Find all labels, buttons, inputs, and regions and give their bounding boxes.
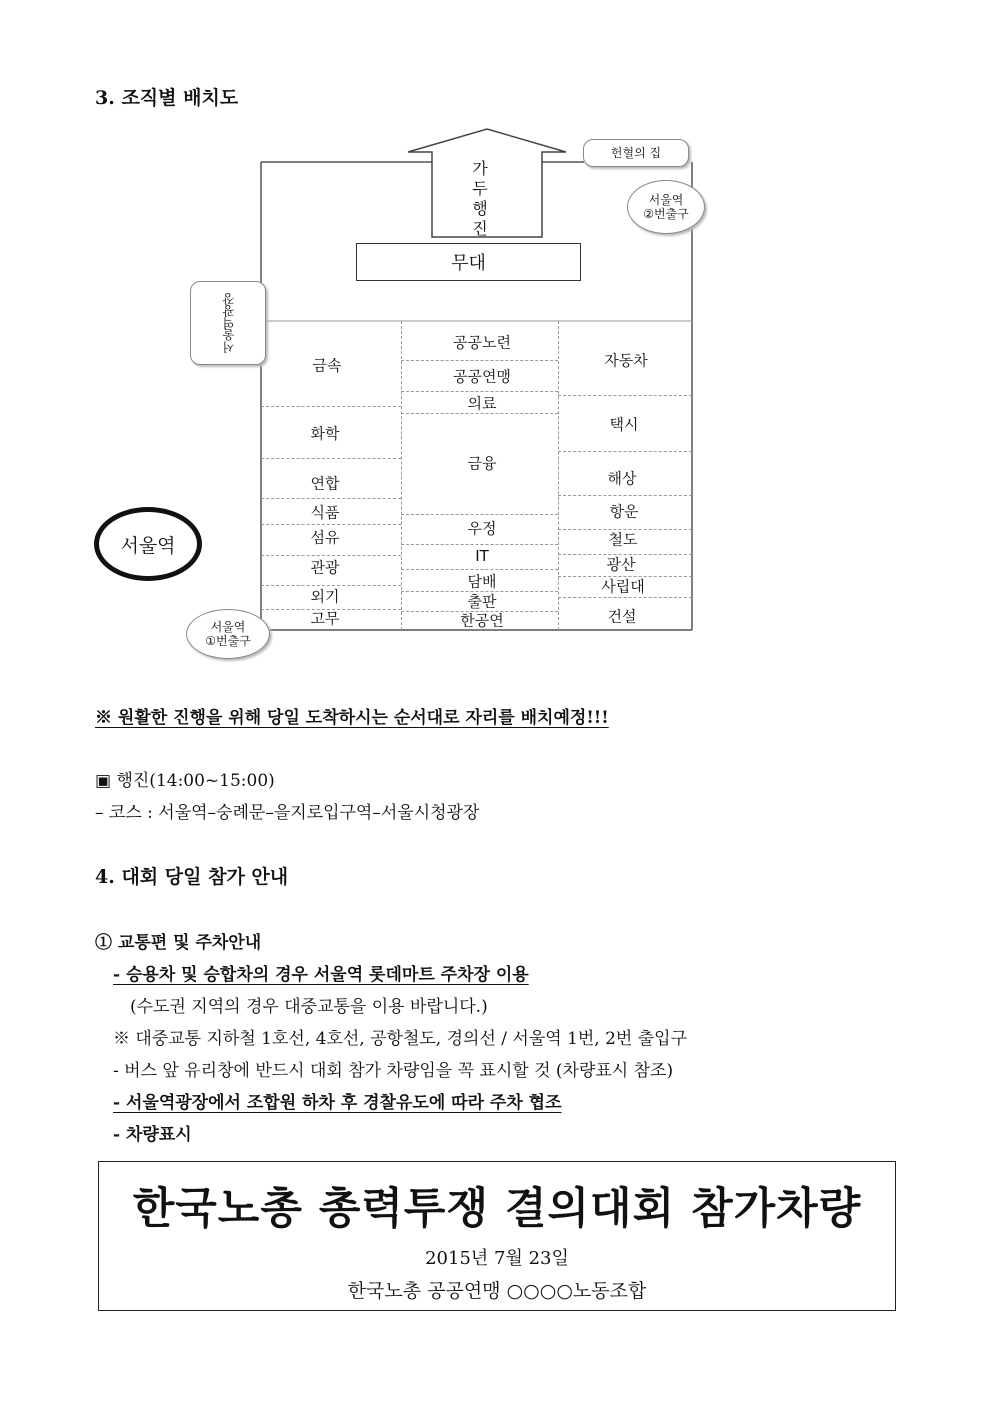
zone-construction: 건설 [607, 607, 637, 626]
zone-chemical: 화학 [310, 424, 340, 443]
stage-label: 무대 [451, 253, 486, 274]
vehicle-sign [98, 1161, 896, 1311]
zone-finance: 금융 [467, 454, 497, 473]
exit-2-tag [627, 180, 705, 234]
zone-private-univ: 사립대 [601, 577, 645, 596]
section-3-title: 3. 조직별 배치도 [95, 87, 239, 109]
plaza-tag [190, 281, 266, 365]
zone-mining: 광산 [606, 555, 636, 574]
row-line [401, 544, 558, 545]
zone-port: 항운 [609, 502, 639, 521]
seating-diagram [90, 125, 720, 665]
exit-1-tag [186, 609, 270, 659]
transport-line-2: (수도권 지역의 경우 대중교통을 이용 바랍니다.) [130, 997, 488, 1017]
zone-union: 연합 [310, 474, 340, 493]
vehicle-sign-date: 2015년 7월 23일 [425, 1248, 569, 1269]
zone-foreign: 외기 [310, 587, 340, 606]
row-line [261, 406, 401, 407]
zone-maritime: 해상 [607, 469, 637, 488]
zone-rubber: 고무 [310, 609, 340, 628]
row-line [558, 597, 692, 598]
blood-donation-label: 헌혈의 집 [610, 146, 662, 160]
zone-tobacco: 담배 [467, 572, 497, 591]
col-divider-1 [401, 321, 402, 630]
row-line [401, 514, 558, 515]
row-line [558, 495, 692, 496]
zone-public-federation: 공공노련 [453, 333, 511, 352]
section-4-title: 4. 대회 당일 참가 안내 [95, 866, 289, 888]
blood-donation-tag [583, 139, 689, 167]
stage-box [356, 243, 581, 281]
seoul-station-label: 서울역 [120, 534, 176, 557]
zone-it: IT [475, 547, 489, 565]
transport-line-1: - 승용차 및 승합차의 경우 서울역 롯데마트 주차장 이용 [113, 965, 529, 985]
zone-postal: 우정 [467, 519, 497, 538]
row-line [401, 360, 558, 361]
zone-taxi: 택시 [609, 415, 639, 434]
zone-automobile: 자동차 [604, 351, 648, 370]
march-arrow-label: 가 두 행 진 [472, 159, 488, 238]
transport-line-5: - 서울역광장에서 조합원 하차 후 경찰유도에 따라 주차 협조 [113, 1093, 562, 1113]
row-line [261, 524, 401, 525]
zone-food: 식품 [310, 503, 340, 522]
zone-publishing: 출판 [467, 592, 497, 611]
zone-railway: 철도 [608, 530, 638, 549]
march-course: – 코스 : 서울역–숭례문–을지로입구역–서울시청광장 [95, 803, 480, 823]
row-line [261, 458, 401, 459]
seating-notice: ※ 원활한 진행을 위해 당일 도착하시는 순서대로 자리를 배치예정!!! [95, 708, 609, 728]
exit-2-line1: 서울역 [648, 193, 684, 207]
transport-line-3: ※ 대중교통 지하철 1호선, 4호선, 공항철도, 경의선 / 서울역 1번, 2번 출입구 [113, 1029, 688, 1049]
plaza-label: 서울역광장 [221, 293, 236, 353]
row-line [558, 451, 692, 452]
transport-line-6: - 차량표시 [113, 1125, 192, 1145]
exit-1-line2: ①번출구 [205, 634, 251, 648]
zone-tourism: 관광 [310, 558, 340, 577]
zone-public-corp: 한공연 [460, 611, 504, 630]
col-divider-2 [558, 321, 559, 630]
zone-public-alliance: 공공연맹 [453, 367, 511, 386]
row-line [261, 498, 401, 499]
vehicle-sign-org: 한국노총 공공연맹 ○○○○노동조합 [347, 1280, 647, 1302]
zone-textile: 섬유 [310, 528, 340, 547]
row-line [558, 395, 692, 396]
march-title: ▣ 행진(14:00~15:00) [95, 771, 275, 791]
transport-line-4: - 버스 앞 유리창에 반드시 대회 참가 차량임을 꼭 표시할 것 (차량표시 참조) [113, 1061, 674, 1081]
zone-medical: 의료 [467, 394, 497, 413]
seoul-station-marker [94, 507, 202, 581]
exit-2-line2: ②번출구 [643, 207, 689, 221]
vehicle-sign-headline: 한국노총 총력투쟁 결의대회 참가차량 [132, 1184, 862, 1234]
transport-subtitle: ① 교통편 및 주차안내 [95, 933, 262, 953]
zone-metal: 금속 [312, 356, 342, 375]
exit-1-line1: 서울역 [210, 620, 246, 634]
